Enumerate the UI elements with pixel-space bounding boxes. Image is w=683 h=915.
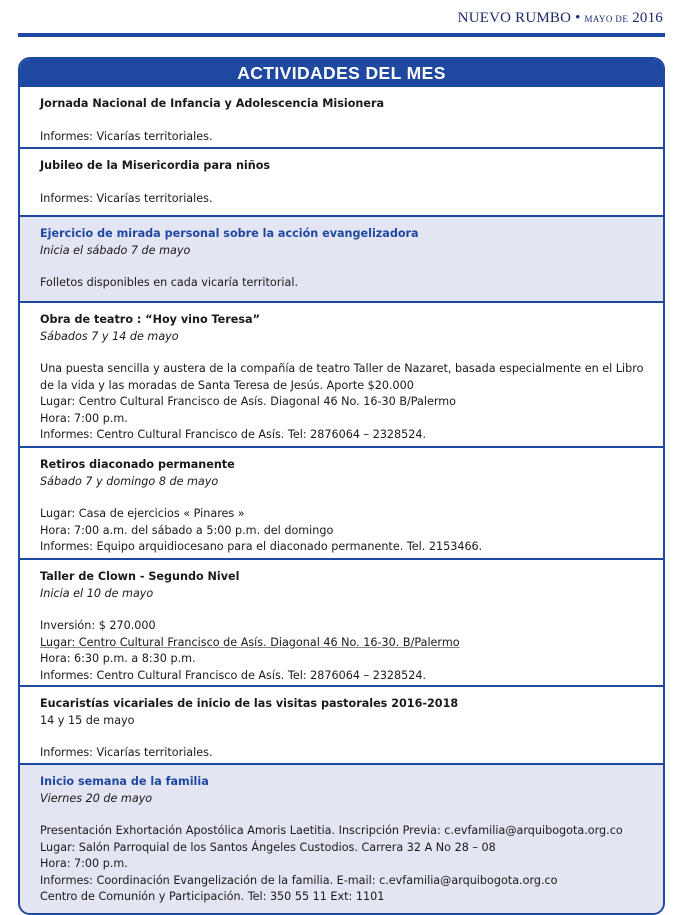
event-title: Obra de teatro : “Hoy vino Teresa” xyxy=(40,313,260,326)
header-rule xyxy=(18,33,665,37)
header-month: MAYO DE xyxy=(584,14,629,24)
publication-name: NUEVO RUMBO xyxy=(457,10,572,26)
event-info: Informes: Centro Cultural Francisco de Asís. Tel: 2876064 – 2328524. xyxy=(40,668,427,682)
event-date: 14 y 15 de mayo xyxy=(40,713,135,727)
event-title: Taller de Clown - Segundo Nivel xyxy=(40,570,240,583)
event-title: Jubileo de la Misericordia para niños xyxy=(40,159,271,172)
event-time: Hora: 6:30 p.m. a 8:30 p.m. xyxy=(40,652,196,665)
activities-panel xyxy=(18,57,665,915)
event-description: Presentación Exhortación Apostólica Amoris Laetitia. Inscripción Previa: c.evfamilia@arquibogota.org.co xyxy=(40,824,623,837)
events-list xyxy=(20,87,663,913)
event-info: Folletos disponibles en cada vicaría territorial. xyxy=(40,276,299,289)
event-info: Informes: Vicarías territoriales. xyxy=(40,129,213,143)
event-title: Retiros diaconado permanente xyxy=(40,458,235,471)
event-item xyxy=(20,560,663,687)
header-separator: • xyxy=(575,10,581,26)
event-info: Informes: Coordinación Evangelización de la familia. E-mail: c.evfamilia@arquibogota.org.co xyxy=(40,873,558,887)
event-info: Informes: Vicarías territoriales. xyxy=(40,746,213,759)
event-date: Inicia el 10 de mayo xyxy=(40,586,154,600)
event-time: Hora: 7:00 a.m. del sábado a 5:00 p.m. del domingo xyxy=(40,523,334,537)
event-title: Eucaristías vicariales de inicio de las visitas pastorales 2016-2018 xyxy=(40,697,459,710)
page-header xyxy=(458,10,663,27)
event-description: Una puesta sencilla y austera de la compañía de teatro Taller de Nazaret, basada especialmente en el Libro de la vida y las moradas de Santa Teresa de Jesús. Aporte $20.000 xyxy=(40,362,644,392)
event-item xyxy=(20,149,663,217)
event-cost: Inversión: $ 270.000 xyxy=(40,619,156,632)
event-item xyxy=(20,765,663,913)
event-title: Ejercicio de mirada personal sobre la acción evangelizadora xyxy=(40,227,419,240)
section-title: ACTIVIDADES DEL MES xyxy=(20,59,663,87)
event-date: Sábado 7 y domingo 8 de mayo xyxy=(40,474,219,488)
event-date: Viernes 20 de mayo xyxy=(40,791,153,805)
event-item xyxy=(20,687,663,765)
event-info: Informes: Centro Cultural Francisco de Asís. Tel: 2876064 – 2328524. xyxy=(40,428,427,441)
event-location: Lugar: Centro Cultural Francisco de Asís. Diagonal 46 No. 16-30. B/Palermo xyxy=(40,635,460,649)
event-item xyxy=(20,87,663,149)
event-item xyxy=(20,217,663,303)
event-location: Lugar: Casa de ejercicios « Pinares » xyxy=(40,507,245,520)
event-title: Inicio semana de la familia xyxy=(40,775,209,788)
event-location: Lugar: Salón Parroquial de los Santos Ángeles Custodios. Carrera 32 A No 28 – 08 xyxy=(40,840,496,854)
event-title: Jornada Nacional de Infancia y Adolescencia Misionera xyxy=(40,97,385,110)
event-date: Sábados 7 y 14 de mayo xyxy=(40,329,179,343)
event-location: Lugar: Centro Cultural Francisco de Asís. Diagonal 46 No. 16-30 B/Palermo xyxy=(40,395,457,408)
event-time: Hora: 7:00 p.m. xyxy=(40,857,128,870)
event-time: Hora: 7:00 p.m. xyxy=(40,411,128,425)
event-item xyxy=(20,448,663,560)
event-item xyxy=(20,303,663,448)
event-date: Inicia el sábado 7 de mayo xyxy=(40,243,191,257)
event-contact: Centro de Comunión y Participación. Tel: 350 55 11 Ext: 1101 xyxy=(40,890,385,903)
event-info: Informes: Equipo arquidiocesano para el diaconado permanente. Tel. 2153466. xyxy=(40,540,483,553)
header-year: 2016 xyxy=(632,10,663,26)
event-info: Informes: Vicarías territoriales. xyxy=(40,191,213,205)
